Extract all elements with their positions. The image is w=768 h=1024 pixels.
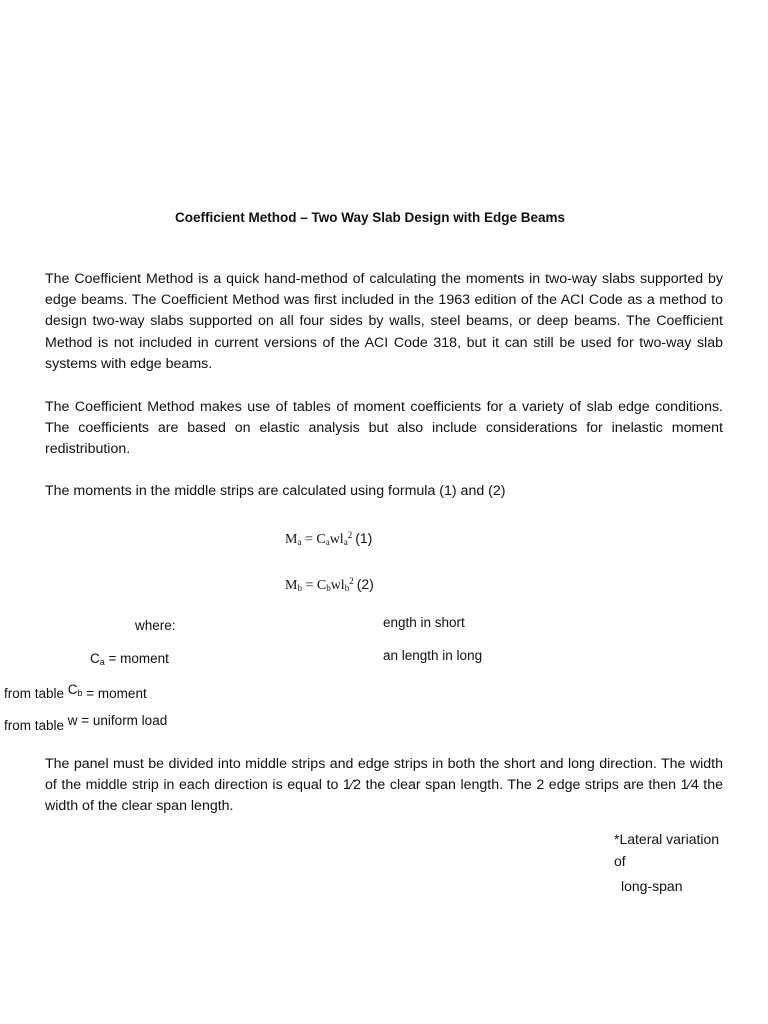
coefficients-paragraph: The Coefficient Method makes use of tables of moment coefficients for a variety of slab edge conditions. The coefficients are based on elastic analysis but also include considerations for inelastic moment redistribution. <box>45 399 723 458</box>
strips-paragraph: The panel must be divided into middle strips and edge strips in both the short and long direction. The width of the middle strip in each direction is equal to 1⁄2 the clear span length. The 2 edge strips are then 1⁄4 the width of the clear span length. <box>45 756 723 815</box>
formula-1-wl: wl <box>329 532 344 547</box>
ca-subscript: a <box>99 657 105 667</box>
ca-text: = moment <box>104 651 169 666</box>
formula-2-span-sub: b <box>344 583 350 593</box>
cb-subscript: b <box>77 688 83 698</box>
formula-1-coef: = C <box>301 532 326 547</box>
page-title: Coefficient Method – Two Way Slab Design with Edge Beams <box>175 210 566 225</box>
formula-1-span-sub: a <box>343 537 348 547</box>
side-note-line-2: of <box>614 853 626 869</box>
formula-2 <box>285 576 374 594</box>
formula-1-lhs: M <box>285 532 298 547</box>
formula-1-exponent: 2 <box>347 530 353 540</box>
side-note-line-1: *Lateral variation <box>614 831 720 847</box>
cb-symbol: C <box>67 682 78 697</box>
formula-2-coef: = C <box>301 578 327 593</box>
formula-1-number: (1) <box>355 530 373 546</box>
long-span-fragment: an length in long <box>383 648 483 663</box>
formula-2-exponent: 2 <box>349 576 354 586</box>
formula-2-number: (2) <box>356 576 374 592</box>
formula-1-coef-sub: a <box>325 537 330 547</box>
formula-2-lhs-sub: b <box>297 583 302 593</box>
cb-prefix: from table <box>4 686 68 701</box>
short-span-fragment: ength in short <box>383 615 465 630</box>
formula-1-lhs-sub: a <box>297 537 302 547</box>
formula-intro-paragraph: The moments in the middle strips are calculated using formula (1) and (2) <box>45 483 506 499</box>
w-definition <box>4 713 168 733</box>
side-note-line-3: long-span <box>621 878 683 894</box>
where-label: where: <box>135 618 176 633</box>
cb-definition <box>4 682 147 702</box>
formula-2-coef-sub: b <box>326 583 331 593</box>
ca-symbol: C <box>90 651 100 666</box>
formula-2-wl: wl <box>330 578 345 593</box>
ca-definition <box>90 651 169 667</box>
cb-text: = moment <box>82 686 147 701</box>
formula-2-lhs: M <box>285 578 298 593</box>
w-prefix: from table <box>4 718 68 733</box>
formula-1 <box>285 530 372 548</box>
intro-paragraph: The Coefficient Method is a quick hand-method of calculating the moments in two-way slabs supported by edge beams. The Coefficient Method was first included in the 1963 edition of the ACI Code as a method to design two-way slabs supported on all four sides by walls, steel beams, or deep beams. The Coefficient Method is not included in current versions of the ACI Code 318, but it can still be used for two-way slab systems with edge beams. <box>45 271 723 372</box>
w-text: w = uniform load <box>67 713 168 728</box>
